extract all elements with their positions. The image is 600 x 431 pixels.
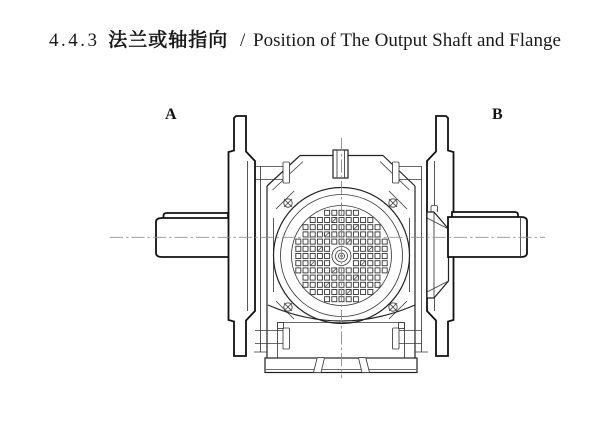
bolt-top-right (393, 162, 400, 183)
left-output-shaft (156, 213, 234, 257)
bolt-top-left (283, 162, 290, 183)
screw-icon (389, 303, 397, 311)
bolt-bottom-right (393, 328, 400, 349)
right-output-shaft (448, 212, 527, 257)
title-english: Position of The Output Shaft and Flange (253, 30, 561, 51)
bolt-bottom-left (283, 328, 290, 349)
label-shaft-position-a: A (165, 106, 177, 123)
screw-icon (389, 199, 397, 207)
label-shaft-position-b: B (492, 106, 503, 123)
boss-notch (431, 206, 438, 213)
left-flange (229, 116, 256, 356)
lifting-lug (333, 150, 348, 178)
screw-icon (284, 303, 292, 311)
title-chinese: 法兰或轴指向 (108, 30, 229, 51)
base (265, 358, 417, 373)
section-number: 4.4.3 (49, 30, 100, 51)
title-separator: / (240, 30, 246, 51)
screw-icon (284, 199, 292, 207)
